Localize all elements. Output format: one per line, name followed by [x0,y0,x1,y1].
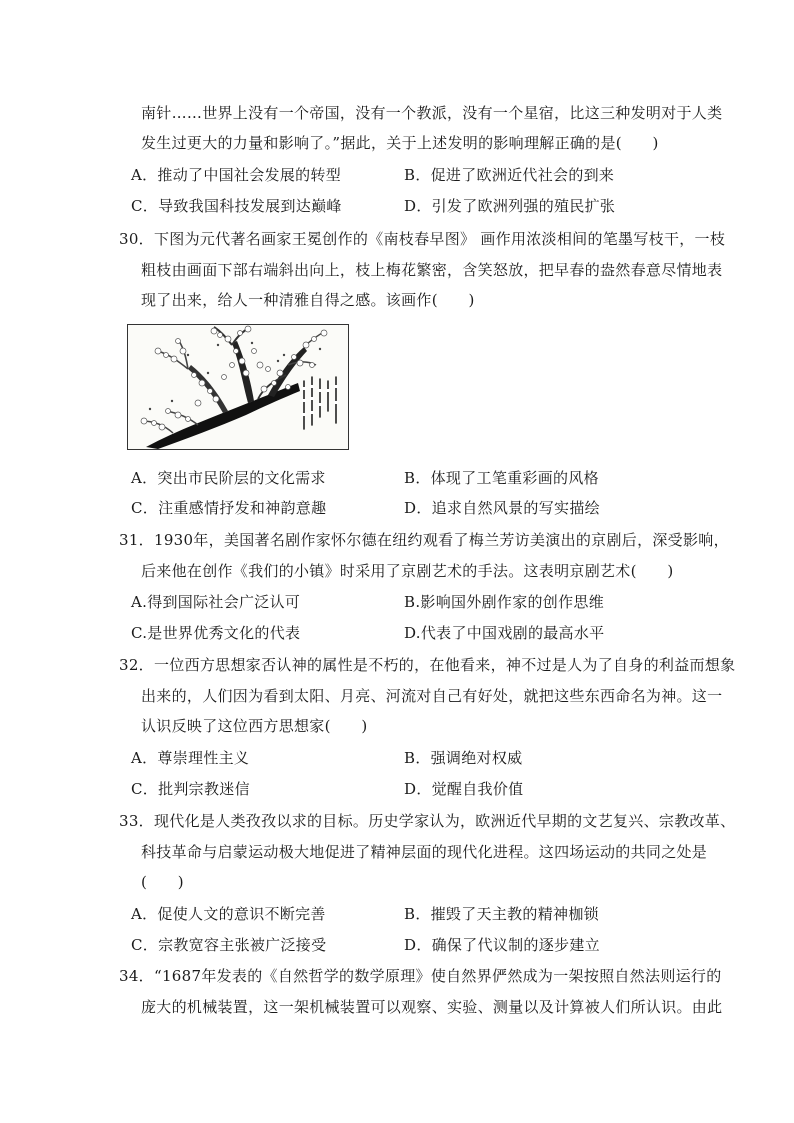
option-c: C．导致我国科技发展到达巅峰 [131,197,342,215]
question-text-line: 现了出来，给人一种清雅自得之感。该画作( ) [141,291,475,309]
option-b: B．体现了工笔重彩画的风格 [404,469,599,487]
option-a: A．尊崇理性主义 [131,749,250,767]
question-31-stem: 31．1930年，美国著名剧作家怀尔德在纽约观看了梅兰芳访美演出的京剧后，深受影响， [119,531,729,549]
question-34-stem: 34．“1687年发表的《自然哲学的数学原理》使自然界俨然成为一架按照自然法则运行的 [119,967,722,985]
question-text-line: 出来的，人们因为看到太阳、月亮、河流对自己有好处，就把这些东西命名为神。这一 [141,687,723,705]
option-c: C．批判宗教迷信 [131,780,250,798]
question-text-line: 后来他在创作《我们的小镇》时采用了京剧艺术的手法。这表明京剧艺术( ) [141,562,674,580]
question-text-line: 科技革命与启蒙运动极大地促进了精神层面的现代化进程。这四场运动的共同之处是 [141,843,708,861]
plum-blossom-painting [127,324,349,450]
option-c: C.是世界优秀文化的代表 [131,624,301,642]
option-b: B．强调绝对权威 [404,749,523,767]
question-text-line: 发生过更大的力量和影响了。”据此，关于上述发明的影响理解正确的是( ) [141,134,659,152]
question-text-line: 认识反映了这位西方思想家( ) [141,717,368,735]
option-a: A．推动了中国社会发展的转型 [131,166,342,184]
question-33-stem: 33．现代化是人类孜孜以求的目标。历史学家认为，欧洲近代早期的文艺复兴、宗教改革、 [119,812,736,830]
option-b: B.影响国外剧作家的创作思维 [404,593,604,611]
question-32-stem: 32．一位西方思想家否认神的属性是不朽的，在他看来，神不过是人为了自身的利益而想象 [119,656,736,674]
option-c: C．注重感情抒发和神韵意趣 [131,499,327,517]
option-d: D.代表了中国戏剧的最高水平 [404,624,605,642]
option-a: A．突出市民阶层的文化需求 [131,469,326,487]
question-text-line: 南针……世界上没有一个帝国，没有一个教派，没有一个星宿，比这三种发明对于人类 [141,104,723,122]
question-30-stem: 30．下图为元代著名画家王冕创作的《南枝春早图》 画作用浓淡相间的笔墨写枝干，一枝 [119,230,726,248]
option-a: A.得到国际社会广泛认可 [131,593,301,611]
option-d: D．追求自然风景的写实描绘 [404,499,600,517]
question-text-line: ( ) [141,873,184,891]
option-b: B．促进了欧洲近代社会的到来 [404,166,615,184]
option-c: C．宗教宽容主张被广泛接受 [131,936,327,954]
question-text-line: 粗枝由画面下部右端斜出向上，枝上梅花繁密，含笑怒放，把早春的盎然春意尽情地表 [141,261,723,279]
option-a: A．促使人文的意识不断完善 [131,905,326,923]
option-b: B．摧毁了天主教的精神枷锁 [404,905,599,923]
option-d: D．确保了代议制的逐步建立 [404,936,600,954]
question-text-line: 庞大的机械装置，这一架机械装置可以观察、实验、测量以及计算被人们所认识。由此 [141,998,723,1016]
option-d: D．觉醒自我价值 [404,780,524,798]
option-d: D．引发了欧洲列强的殖民扩张 [404,197,616,215]
plum-branch-illustration [128,325,348,449]
